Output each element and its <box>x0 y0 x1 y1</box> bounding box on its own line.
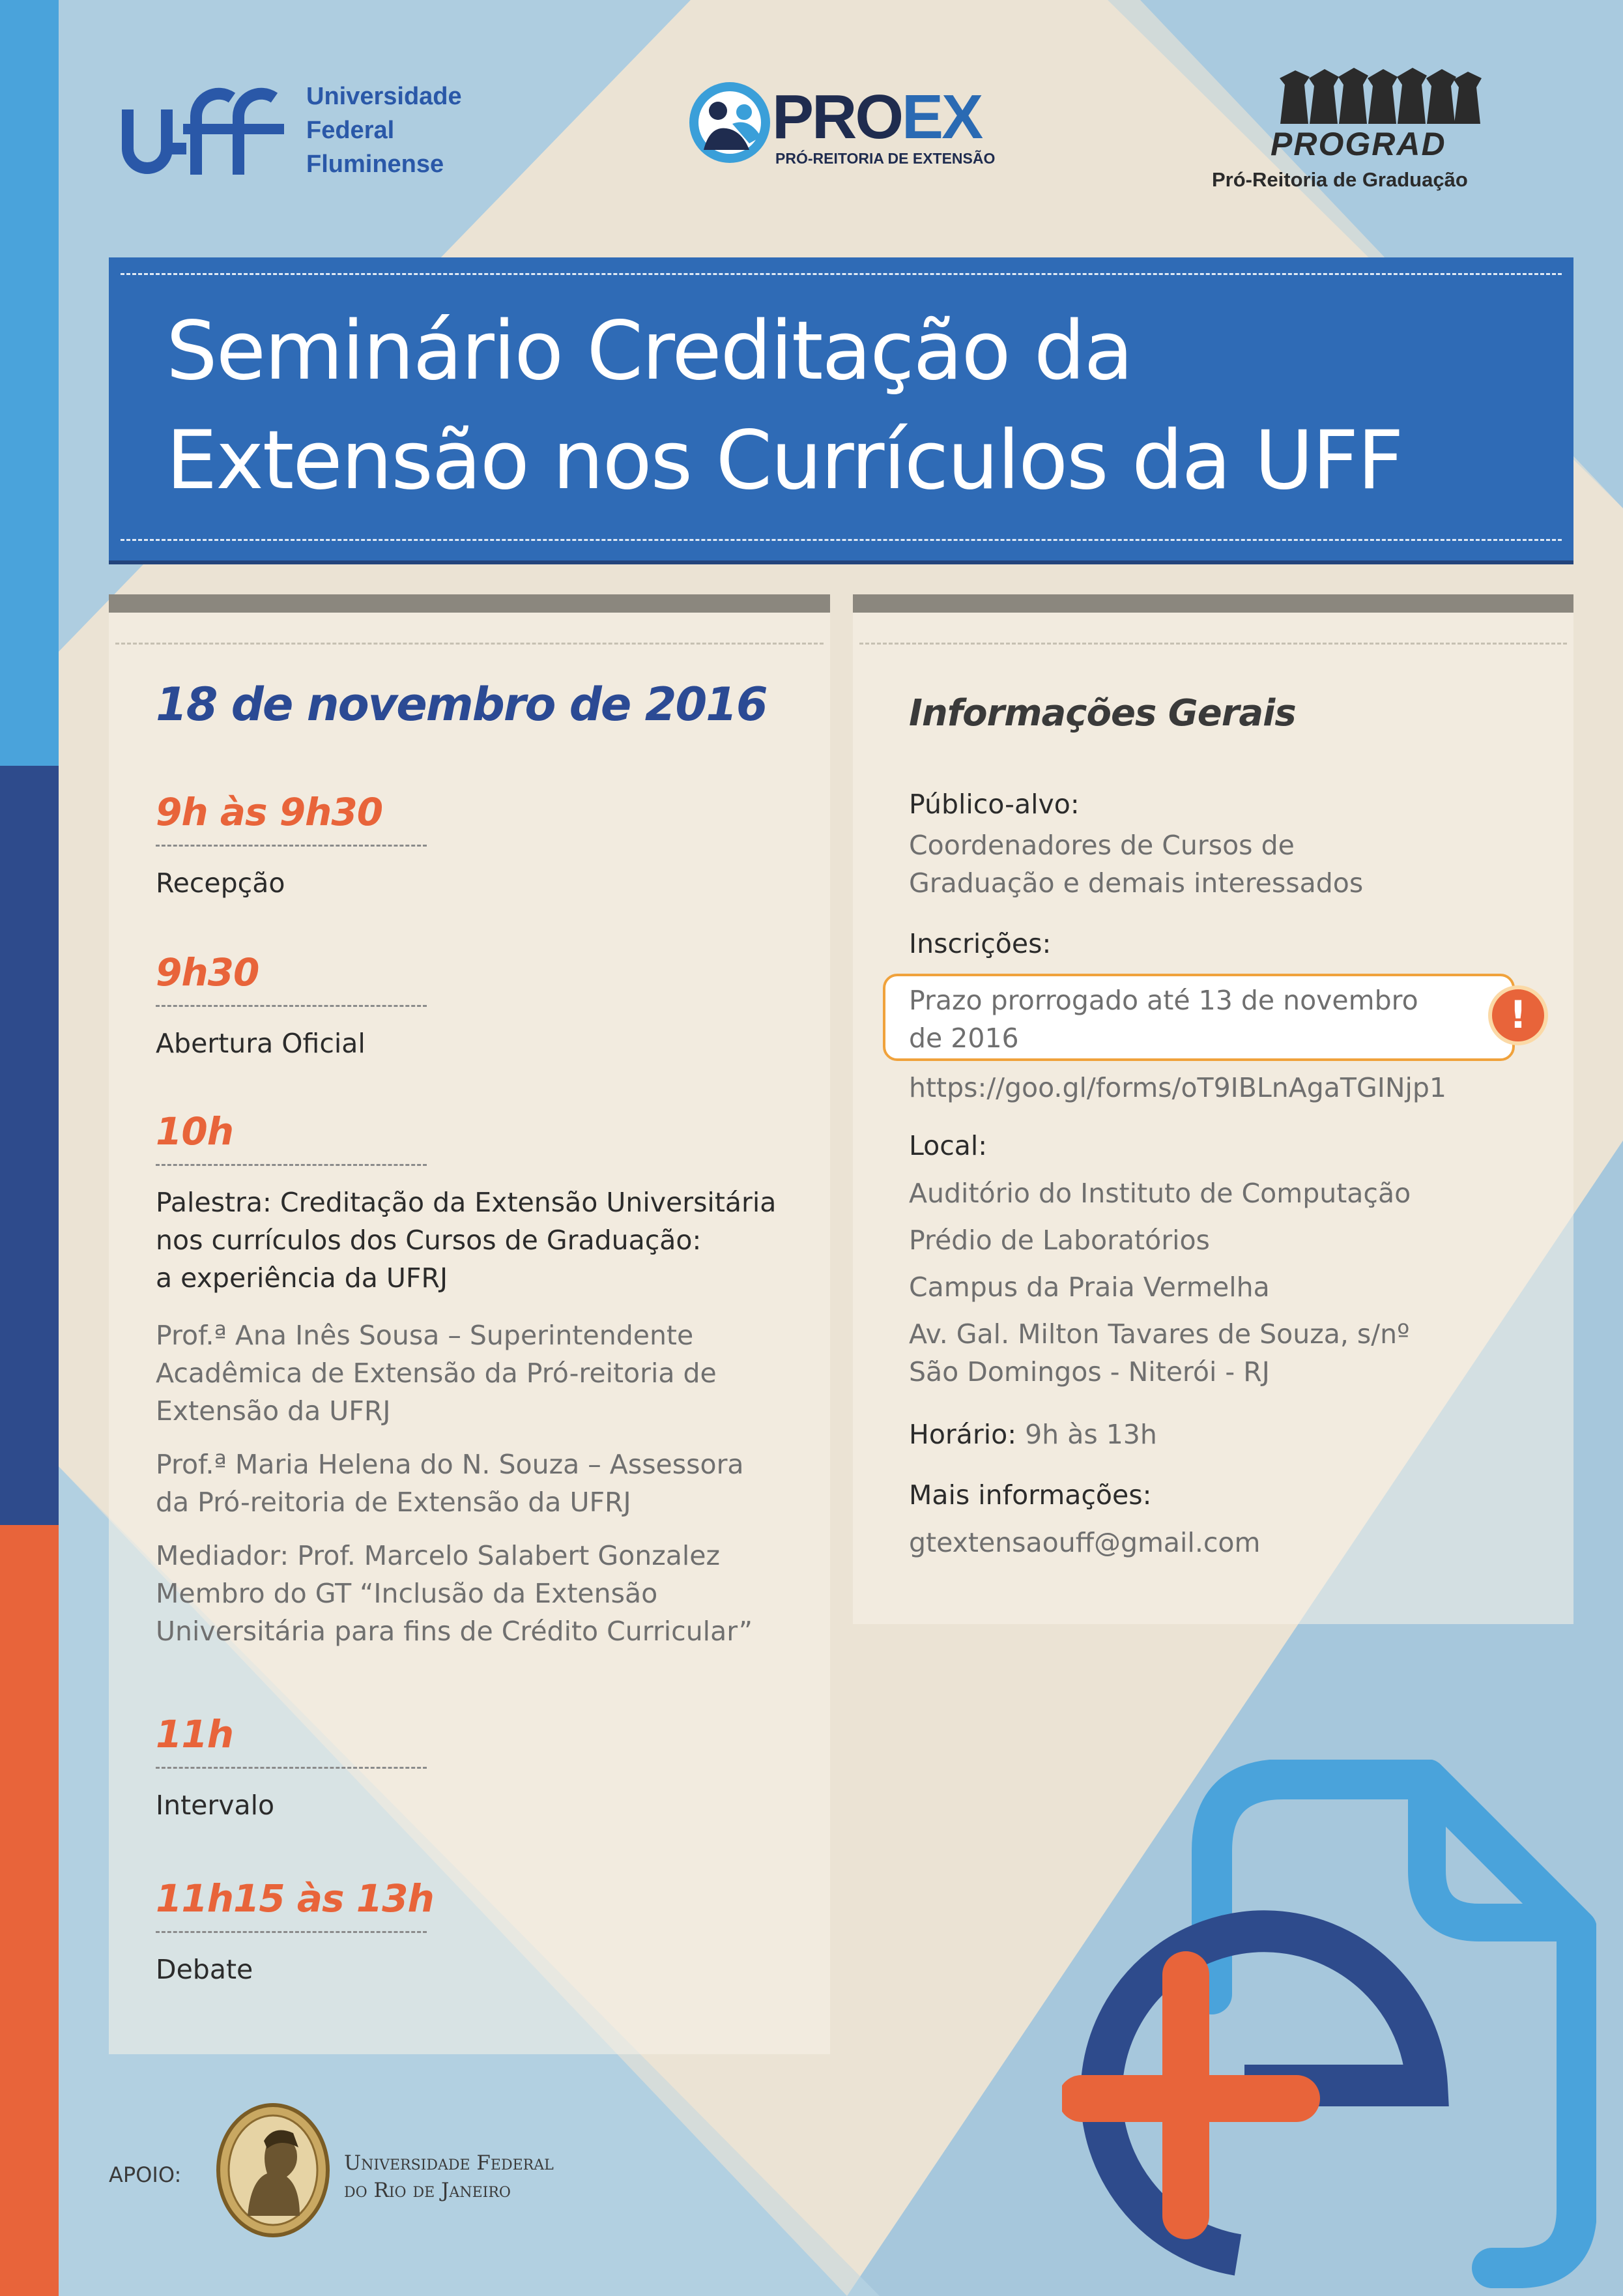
uff-logo-line-1: Universidade <box>306 83 462 110</box>
prograd-logo <box>1199 59 1538 196</box>
horario-value: 9h às 13h <box>1025 1419 1157 1450</box>
talk-title-line: a experiência da UFRJ <box>156 1262 448 1294</box>
mediator-line: Mediador: Prof. Marcelo Salabert Gonzalez <box>156 1540 721 1571</box>
mediator-line: Universitária para fins de Crédito Curricular” <box>156 1616 753 1647</box>
horario-label: Horário: <box>909 1419 1017 1450</box>
slot-divider <box>156 845 427 847</box>
slot-divider <box>156 1005 427 1007</box>
uff-mark-icon <box>121 83 297 181</box>
panel-header-bar <box>109 594 830 613</box>
speaker-line: Acadêmica de Extensão da Pró-reitoria de <box>156 1358 717 1389</box>
title-line-1: Seminário Creditação da <box>166 304 1132 398</box>
local-line: Prédio de Laboratórios <box>909 1225 1210 1256</box>
slot-time: 10h <box>156 1109 234 1154</box>
apoio-label: APOIO: <box>109 2162 182 2187</box>
title-dash-top <box>121 273 1562 275</box>
address-line: São Domingos - Niterói - RJ <box>909 1356 1270 1388</box>
speaker-line: Prof.ª Ana Inês Sousa – Superintendente <box>156 1320 694 1351</box>
slot-label: Abertura Oficial <box>156 1028 366 1059</box>
deadline-line: Prazo prorrogado até 13 de novembro <box>909 985 1418 1016</box>
local-line: Campus da Praia Vermelha <box>909 1272 1270 1303</box>
inscricoes-label: Inscrições: <box>909 928 1052 959</box>
title-dash-bottom <box>121 539 1562 541</box>
publico-label: Público-alvo: <box>909 789 1080 820</box>
plus-e-document-icon <box>1062 1760 1596 2296</box>
mediator-line: Membro do GT “Inclusão da Extensão <box>156 1578 658 1609</box>
schedule-panel <box>109 594 830 2054</box>
ufrj-name <box>344 2149 554 2204</box>
local-line: Auditório do Instituto de Computação <box>909 1178 1411 1209</box>
address-line: Av. Gal. Milton Tavares de Souza, s/nº <box>909 1318 1410 1350</box>
event-date: 18 de novembro de 2016 <box>156 678 767 731</box>
slot-divider <box>156 1164 427 1166</box>
slot-time: 11h15 às 13h <box>156 1876 434 1921</box>
uff-logo-line-3: Fluminense <box>306 151 444 178</box>
slot-label: Intervalo <box>156 1790 275 1821</box>
publico-value-line: Coordenadores de Cursos de <box>909 830 1295 861</box>
proex-emblem-icon <box>684 78 775 169</box>
local-label: Local: <box>909 1130 988 1161</box>
deadline-alert-box <box>883 974 1515 1061</box>
proex-logo <box>684 73 997 177</box>
prograd-subtitle: Pró-Reitoria de Graduação <box>1212 168 1468 191</box>
panel-dashed-line <box>115 643 824 645</box>
slot-label: Recepção <box>156 867 285 899</box>
proex-wordmark: PROEX <box>772 82 982 152</box>
title-banner <box>109 257 1573 560</box>
panel-header-bar <box>853 594 1573 613</box>
ufrj-name-line: Universidade Federal <box>344 2151 554 2175</box>
side-stripe-dark-blue <box>0 766 59 1525</box>
slot-label: Debate <box>156 1954 253 1985</box>
speaker-line: da Pró-reitoria de Extensão da UFRJ <box>156 1487 631 1518</box>
deadline-line: de 2016 <box>909 1023 1019 1054</box>
uff-logo <box>121 77 499 188</box>
talk-title-line: nos currículos dos Cursos de Graduação: <box>156 1225 702 1256</box>
panel-dashed-line <box>859 643 1567 645</box>
speaker-line: Extensão da UFRJ <box>156 1395 391 1427</box>
uff-logo-line-2: Federal <box>306 117 395 144</box>
talk-title-line: Palestra: Creditação da Extensão Universitária <box>156 1187 777 1218</box>
speaker-line: Prof.ª Maria Helena do N. Souza – Assessora <box>156 1449 744 1480</box>
info-heading: Informações Gerais <box>909 692 1296 734</box>
horario-row <box>909 1419 1157 1450</box>
slot-time: 11h <box>156 1712 234 1756</box>
slot-divider <box>156 1767 427 1769</box>
slot-time: 9h30 <box>156 950 259 995</box>
publico-value-line: Graduação e demais interessados <box>909 867 1364 899</box>
side-stripe-orange <box>0 1525 59 2296</box>
proex-subtitle: PRÓ-REITORIA DE EXTENSÃO <box>775 150 996 167</box>
slot-time: 9h às 9h30 <box>156 790 383 834</box>
side-stripe-light-blue <box>0 0 59 766</box>
prograd-wordmark: PROGRAD <box>1271 126 1446 162</box>
exclamation-alert-icon: ! <box>1488 985 1548 1045</box>
contact-email-link[interactable]: gtextensaouff@gmail.com <box>909 1527 1261 1558</box>
registration-form-link[interactable]: https://goo.gl/forms/oT9IBLnAgaTGINjp1 <box>909 1072 1447 1103</box>
ufrj-seal-icon <box>215 2102 331 2239</box>
slot-divider <box>156 1931 427 1933</box>
title-line-2: Extensão nos Currículos da UFF <box>166 414 1403 508</box>
info-panel <box>853 594 1573 1624</box>
mais-info-label: Mais informações: <box>909 1479 1152 1511</box>
graduates-silhouette-icon <box>1277 59 1486 124</box>
ufrj-name-line: do Rio de Janeiro <box>344 2179 511 2202</box>
